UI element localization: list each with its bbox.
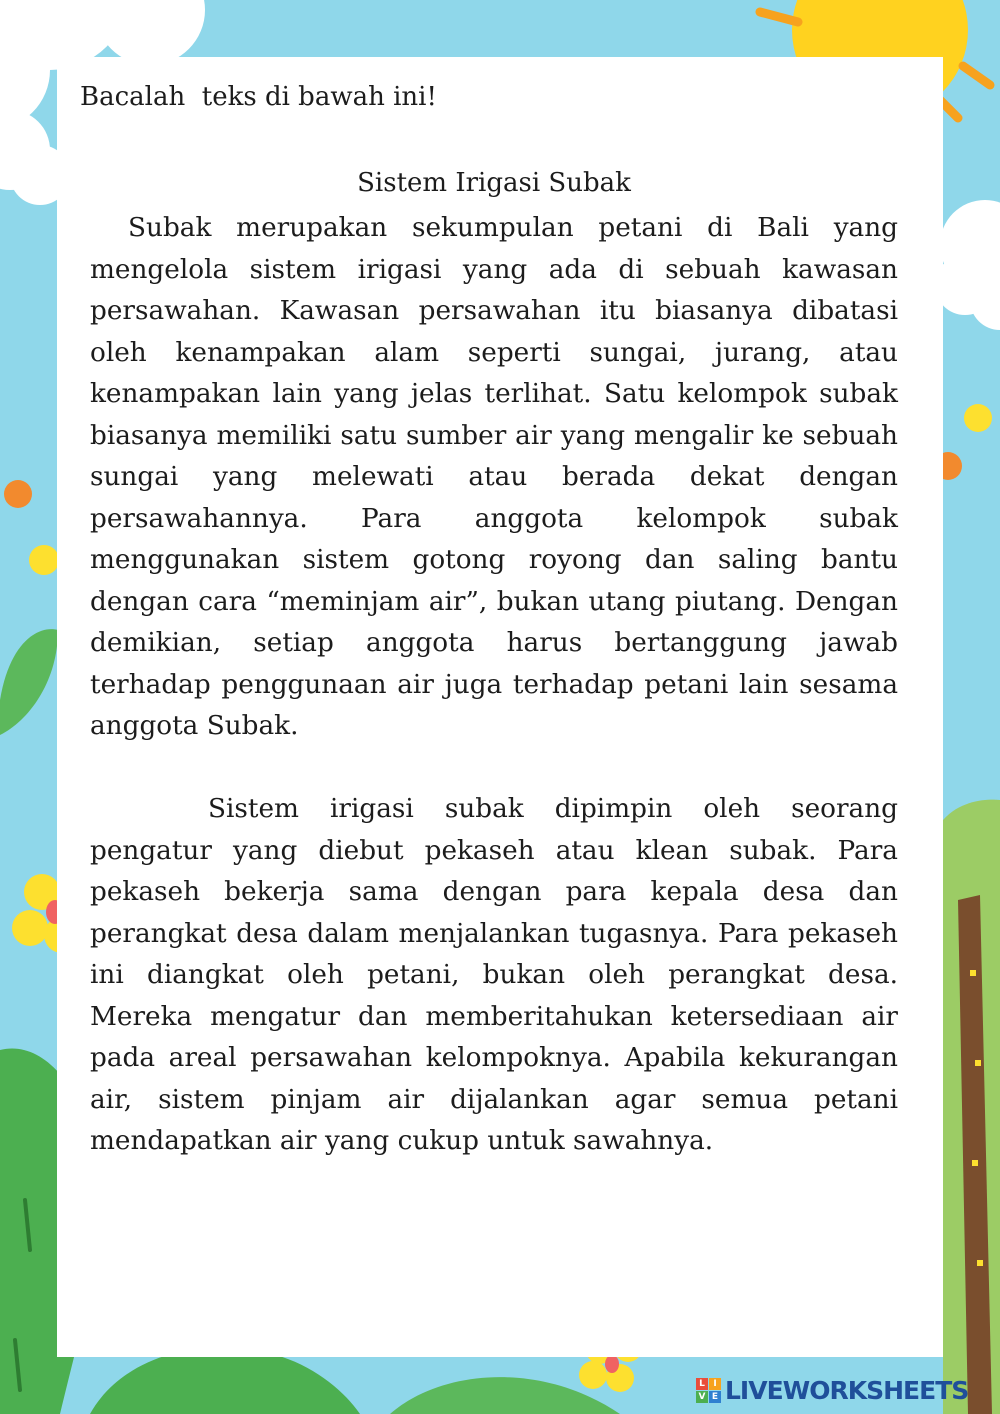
passage-title: Sistem Irigasi Subak (357, 168, 631, 198)
liveworksheets-logo (696, 1376, 968, 1405)
liveworksheets-mark-icon: L I V E (696, 1378, 721, 1403)
orange-dot (4, 480, 32, 508)
yellow-dot (964, 404, 992, 432)
yellow-dot (29, 545, 59, 575)
passage-paragraph: Subak merupakan sekumpulan petani di Bali yang mengelola sistem irigasi yang ada di sebuah kawasan persawahan. Kawasan persawahan itu biasanya dibatasi oleh kenampakan alam seperti sungai, jurang, atau kenampakan lain yang jelas terlihat. Satu kelompok subak biasanya memiliki satu sumber air yang mengalir ke sebuah sungai yang melewati atau berada dekat dengan persawahannya. Para anggota kelompok subak menggunakan sistem gotong royong dan saling bantu dengan cara “meminjam air”, bukan utang piutang. Dengan demikian, setiap anggota harus bertanggung jawab terhadap penggunaan air juga terhadap petani lain sesama anggota Subak. (90, 213, 898, 741)
instruction-text: Bacalah teks di bawah ini! (80, 82, 437, 112)
passage-paragraph: Sistem irigasi subak dipimpin oleh seorang pengatur yang diebut pekaseh atau klean subak. Para pekaseh bekerja sama dengan para kepala desa dan perangkat desa dalam menjalankan tugasnya. Para pekaseh ini diangkat oleh petani, bukan oleh perangkat desa. Mereka mengatur dan memberitahukan ketersediaan air pada areal persawahan kelompoknya. Apabila kekurangan air, sistem pinjam air dijalankan agar semua petani mendapatkan air yang cukup untuk sawahnya. (90, 794, 898, 1156)
liveworksheets-wordmark: LIVEWORKSHEETS (725, 1376, 969, 1405)
